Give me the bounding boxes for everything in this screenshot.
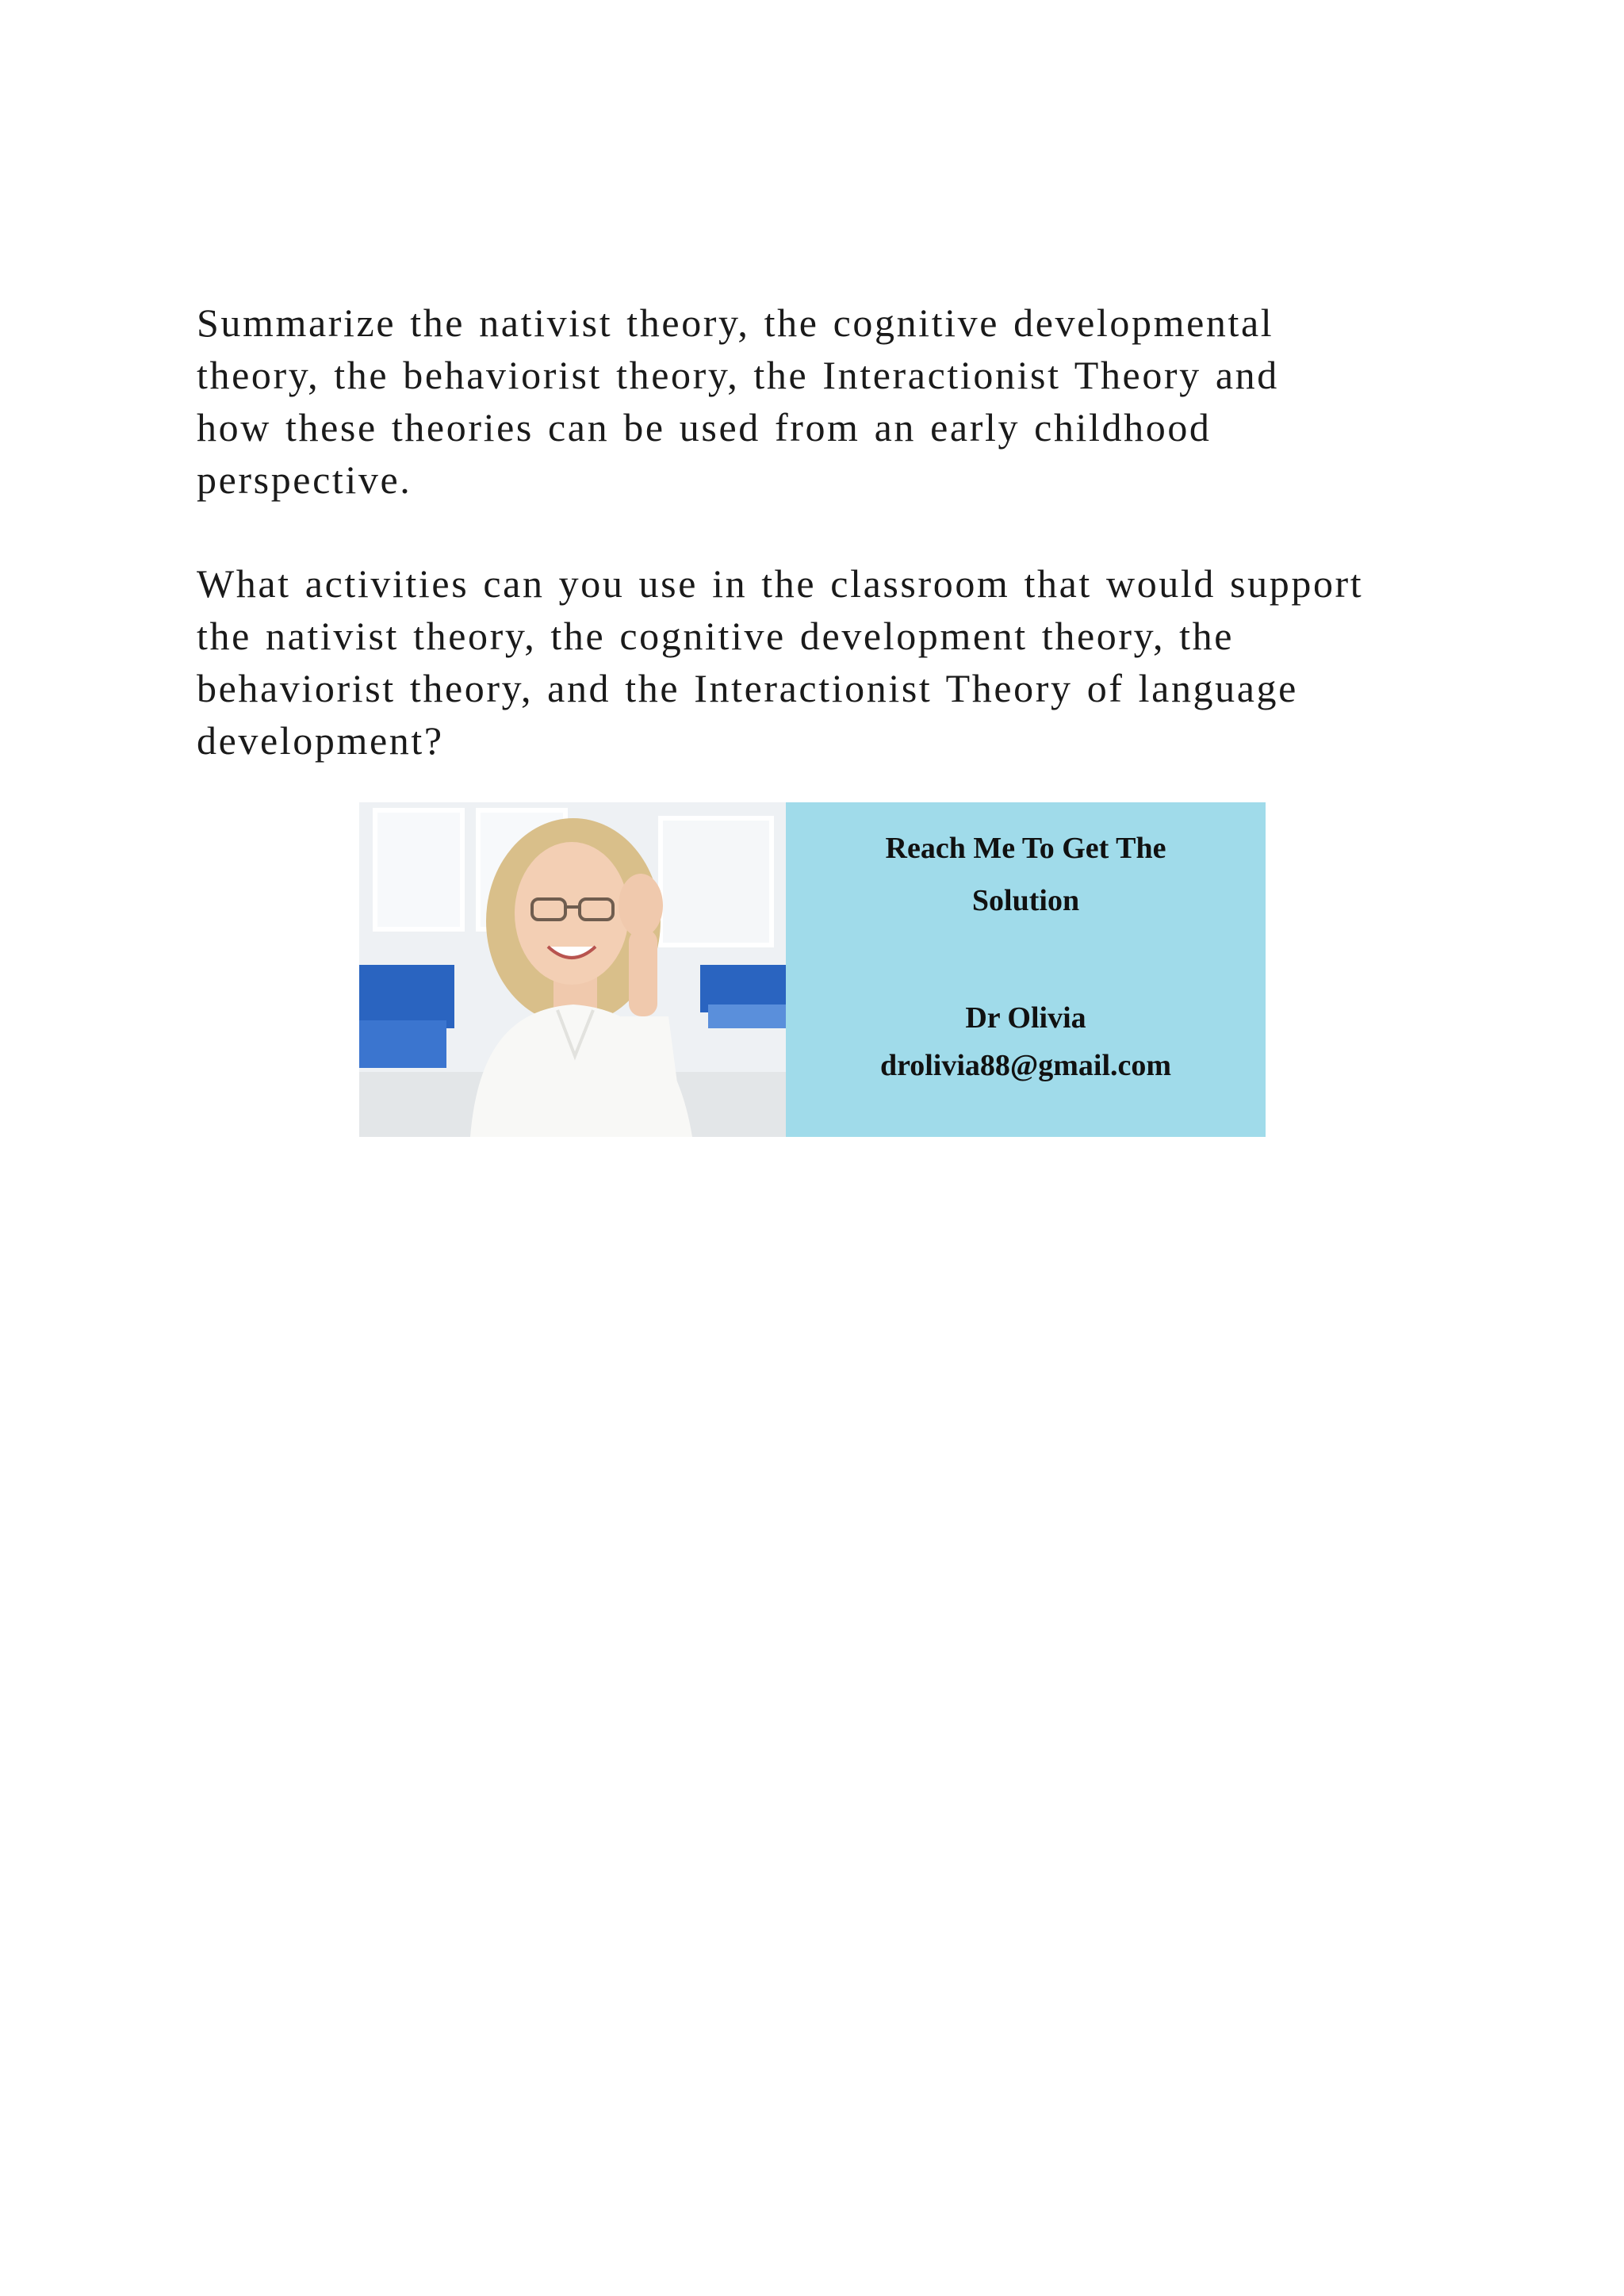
woman-with-glasses-photo <box>359 802 786 1137</box>
contact-card <box>786 802 1266 1137</box>
card-name: Dr Olivia <box>965 1001 1086 1035</box>
card-heading-line-1: Reach Me To Get The <box>885 832 1166 865</box>
contact-banner <box>359 802 1266 1137</box>
card-email: drolivia88@gmail.com <box>879 1049 1172 1082</box>
question-paragraph-2: What activities can you use in the classroom that would support the nativist theory, the cognitive development theory, the behaviorist theory, and the Interactionist Theory of language development? <box>197 561 1364 763</box>
photo-illustration <box>359 802 786 1137</box>
question-paragraph-1: Summarize the nativist theory, the cognitive developmental theory, the behaviorist theory, the Interactionist Theory and how these theories can be used from an early childhood perspective. <box>197 300 1279 502</box>
card-heading-line-2: Solution <box>971 884 1080 917</box>
